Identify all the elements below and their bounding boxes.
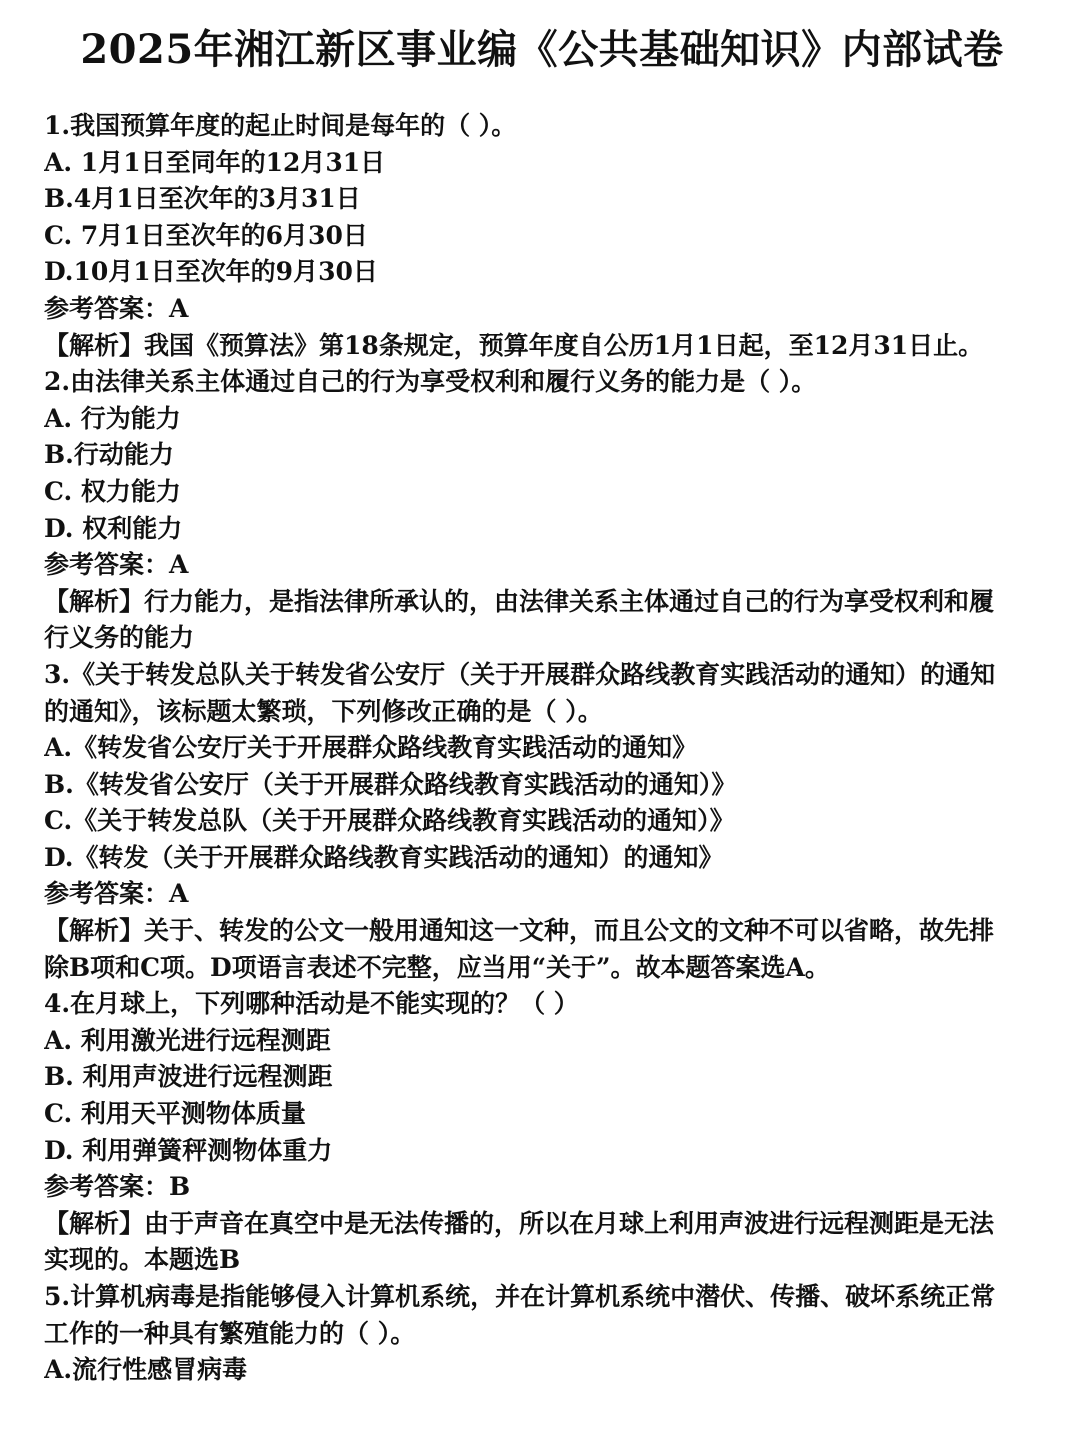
option-a: A.《转发省公安厅关于开展群众路线教育实践活动的通知》 [44,733,698,763]
option-c: C.《关于转发总队（关于开展群众路线教育实践活动的通知）》 [44,806,735,836]
option-d: D. 利用弹簧秤测物体重力 [44,1135,333,1165]
option-a: A. 1月1日至同年的12月31日 [44,147,386,177]
question-stem: 1.我国预算年度的起止时间是每年的（ ）。 [44,111,517,140]
analysis-line: 【解析】由于声音在真空中是无法传播的，所以在月球上利用声波进行远程测距是无法 [44,1208,995,1238]
option-a: A. 行为能力 [44,403,181,433]
reference-answer: 参考答案：B [44,1172,191,1202]
option-c: C. 7月1日至次年的6月30日 [44,220,368,250]
option-b: B. 利用声波进行远程测距 [44,1062,333,1092]
analysis-line: 【解析】我国《预算法》第18条规定，预算年度自公历1月1日起，至12月31日止。 [44,330,984,360]
question-stem: 的通知》，该标题太繁琐，下列修改正确的是（ ）。 [44,696,603,726]
question-stem: 2.由法律关系主体通过自己的行为享受权利和履行义务的能力是（ ）。 [44,367,817,397]
analysis-line: 实现的。本题选B [44,1245,241,1275]
question-stem: 4.在月球上，下列哪种活动是不能实现的？（ ） [44,989,579,1019]
option-d: D. 权利能力 [44,513,183,543]
question-list [44,108,1040,1389]
option-b: B.《转发省公安厅（关于开展群众路线教育实践活动的通知）》 [44,769,737,799]
question-stem: 3.《关于转发总队关于转发省公安厅（关于开展群众路线教育实践活动的通知）的通知 [44,659,996,689]
analysis-line: 【解析】关于、转发的公文一般用通知这一文种，而且公文的文种不可以省略，故先排 [44,916,995,946]
analysis-line: 【解析】行力能力，是指法律所承认的，由法律关系主体通过自己的行为享受权利和履 [44,586,995,616]
question-5 [44,1279,1040,1389]
reference-answer: 参考答案：A [44,879,189,909]
question-3 [44,657,1040,986]
option-c: C. 权力能力 [44,476,181,506]
option-d: D.《转发（关于开展群众路线教育实践活动的通知）的通知》 [44,842,724,872]
analysis-line: 行义务的能力 [44,623,195,653]
question-2 [44,364,1040,657]
question-1 [44,108,1040,364]
question-stem: 工作的一种具有繁殖能力的（ ）。 [44,1318,416,1348]
option-b: B.行动能力 [44,440,174,470]
option-a: A. 利用激光进行远程测距 [44,1025,331,1055]
reference-answer: 参考答案：A [44,293,189,323]
document-title: 2025年湘江新区事业编《公共基础知识》内部试卷 [80,26,1004,73]
option-b: B.4月1日至次年的3月31日 [44,184,361,214]
option-d: D.10月1日至次年的9月30日 [44,257,378,287]
option-c: C. 利用天平测物体质量 [44,1099,306,1129]
option-a: A.流行性感冒病毒 [44,1355,248,1385]
question-stem: 5.计算机病毒是指能够侵入计算机系统，并在计算机系统中潜伏、传播、破坏系统正常 [44,1282,996,1311]
question-4 [44,986,1040,1279]
reference-answer: 参考答案：A [44,550,189,580]
analysis-line: 除B项和C项。D项语言表述不完整，应当用“关于”。故本题答案选A。 [44,952,830,982]
